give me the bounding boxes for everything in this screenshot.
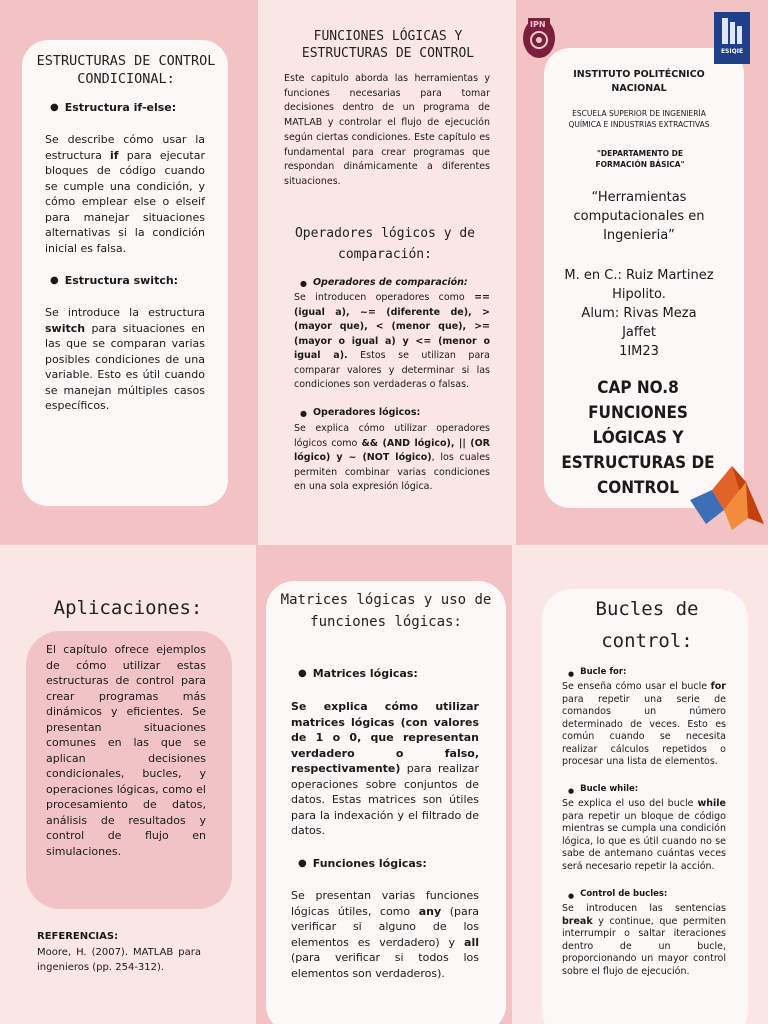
switch-paragraph: Se introduce la estructura switch para situaciones en las que se comparan varias posibles condiciones de una variable. Esto es útil cuando se manejan múltiples casos específicos. — [45, 306, 205, 412]
bullet-dot-icon: ● — [568, 892, 575, 900]
panel-loops — [512, 545, 768, 1024]
intro-paragraph: Este capitulo aborda las herramientas y funciones necesarias para tomar decisiones dentro de un programa de MATLAB y controlar el flujo de ejecución según ciertas condiciones. Este capítulo es fundamental para crear programas que respondan dinámicamente a diferentes situaciones. — [284, 73, 490, 187]
switch-bullet: ● Estructura switch: — [50, 274, 179, 287]
ifelse-paragraph: Se describe cómo usar la estructura if para ejecutar bloques de código cuando se cumple una condición, y cómo emplear else o elseif para manejar situaciones alternativas si la condición inicial es falsa. — [45, 133, 205, 255]
conditional-title: ESTRUCTURAS DE CONTROL CONDICIONAL: — [36, 53, 216, 87]
ipn-logo-text: IPN — [530, 20, 546, 29]
comparison-paragraph: Se introducen operadores como == (igual a), ~= (diferente de), > (mayor que), < (menor que), >= (mayor o igual a) y <= (menor o igual a). Estos se utilizan para comparar valores y determinar si las condiciones son verdaderas o falsas. — [294, 292, 491, 390]
bullet-dot-icon: ● — [300, 279, 307, 288]
institution-name: INSTITUTO POLITÉCNICO NACIONAL — [573, 69, 705, 94]
control-paragraph: Se introducen las sentencias break y continue, que permiten interrumpir o saltar iteraciones dentro de un bucle, proporcionando un mayor control sobre el flujo de ejecución. — [562, 903, 726, 977]
references-text: Moore, H. (2007). MATLAB para ingenieros (pp. 254-312). — [37, 947, 201, 973]
for-paragraph: Se enseña cómo usar el bucle for para repetir una serie de comandos un número determinado de veces. Esto es común cuando se necesita realizar cálculos repetidos o procesar una lista de elementos. — [562, 681, 726, 767]
loops-title: Bucles de control: — [595, 598, 699, 652]
bullet-dot-icon: ● — [298, 858, 307, 869]
bullet-dot-icon: ● — [568, 670, 575, 678]
ipn-logo — [520, 12, 558, 62]
teacher-name: M. en C.: Ruiz Martinez Hipolito. — [564, 268, 714, 302]
chapter-title: CAP NO.8 FUNCIONES LÓGICAS Y ESTRUCTURAS DE CONTROL — [561, 378, 715, 498]
ifelse-bullet: ● Estructura if-else: — [50, 101, 177, 114]
for-bullet: ● Bucle for: — [568, 667, 626, 681]
applications-paragraph: El capítulo ofrece ejemplos de cómo utilizar estas estructuras de control para crear programas más dinámicos y eficientes. Se presentan situaciones comunes en las que se aplican decisiones condicionales, bucles, y operaciones lógicas, como el procesamiento de datos, análisis de resultados y control de flujo en simulaciones. — [46, 643, 206, 858]
matrices-paragraph: Se explica cómo utilizar matrices lógicas (con valores de 1 o 0, que representan verdadero o falso, respectivamente) para realizar operaciones sobre conjuntos de datos. Estas matrices son útiles para la indexación y el filtrado de datos. — [291, 700, 479, 837]
logical-ops-bullet: ● Operadores lógicos: — [300, 407, 420, 421]
applications-title: Aplicaciones: — [53, 597, 203, 619]
panel-conditional — [0, 0, 258, 545]
department-name: "DEPARTAMENTO DE FORMACIÓN BÁSICA" — [595, 149, 685, 169]
panel-applications — [0, 545, 256, 1024]
matlab-logo — [688, 460, 766, 534]
functions-bullet: ● Funciones lógicas: — [298, 857, 427, 870]
student-name: Alum: Rivas Meza Jaffet — [581, 306, 697, 340]
course-name: “Herramientas computacionales en Ingenieria” — [573, 190, 705, 243]
esiqie-logo — [714, 12, 750, 64]
comparison-bullet: ● Operadores de comparación: — [300, 277, 468, 291]
logic-functions-title: FUNCIONES LÓGICAS Y ESTRUCTURAS DE CONTROL — [301, 29, 475, 61]
while-bullet: ● Bucle while: — [568, 784, 638, 798]
operators-subtitle: Operadores lógicos y de comparación: — [294, 226, 475, 262]
school-name: ESCUELA SUPERIOR DE INGENIERÍA QUÍMICA E INDUSTRIAS EXTRACTIVAS — [568, 109, 710, 129]
functions-paragraph: Se presentan varias funciones lógicas útiles, como any (para verificar si alguno de los elementos es verdadero) y all (para verificar si todos los elementos son verdaderos). — [291, 889, 479, 980]
while-paragraph: Se explica el uso del bucle while para repetir un bloque de código mientras se cumpla una condición lógica, lo que es útil cuando no se sabe de antemano cuántas veces será necesario repetir la acción. — [562, 798, 726, 872]
matrices-bullet: ● Matrices lógicas: — [298, 667, 418, 680]
bullet-dot-icon: ● — [298, 668, 307, 679]
group-name: 1IM23 — [619, 344, 659, 359]
matrices-title: Matrices lógicas y uso de funciones lógicas: — [280, 592, 492, 630]
bullet-dot-icon: ● — [300, 409, 307, 418]
bullet-dot-icon: ● — [568, 787, 575, 795]
esiqie-logo-text: ESIQIE — [720, 48, 744, 55]
references-label: REFERENCIAS: — [37, 931, 119, 942]
bullet-dot-icon: ● — [50, 275, 59, 286]
panel-logical-matrices — [256, 545, 512, 1024]
panel-logic-functions — [258, 0, 516, 545]
control-bullet: ● Control de bucles: — [568, 889, 667, 903]
logical-ops-paragraph: Se explica cómo utilizar operadores lógicos como && (AND lógico), || (OR lógico) y ~ (NOT lógico), los cuales permiten combinar varias condiciones en una sola expresión lógica. — [294, 423, 490, 492]
bullet-dot-icon: ● — [50, 102, 59, 113]
panel-cover — [516, 0, 768, 545]
